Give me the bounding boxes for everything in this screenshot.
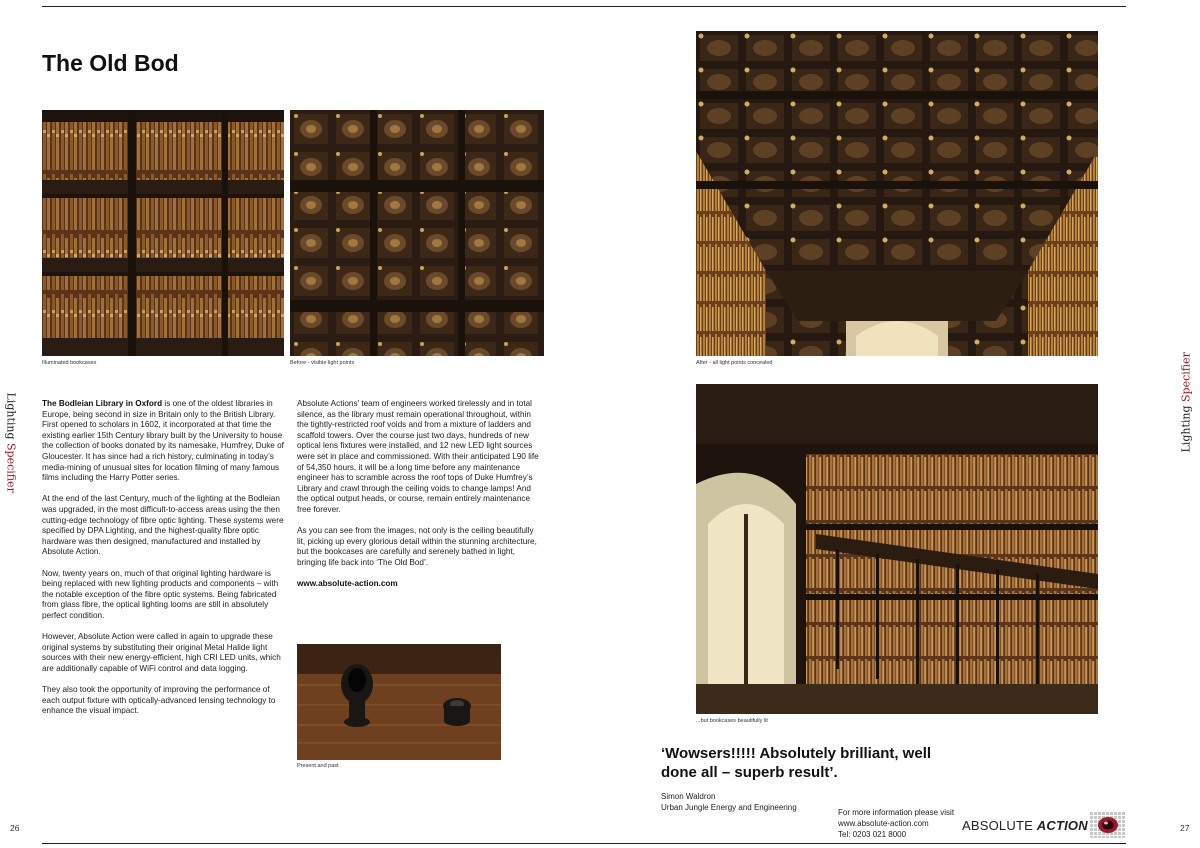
- paragraph-5: They also took the opportunity of improving the performance of each output fixture with optically-advanced lensing technology to enhance the visual impact.: [42, 685, 276, 716]
- intro-paragraph: [42, 399, 287, 484]
- intro-rest: is one of the oldest libraries in Europe, being second in size in Britain only to the British Library. First opened to scholars in 1602, it incorporated at that time the existing earlier 15th Century library built by the University to house the collection of books donated by its namesake, Humfrey, Duke of Gloucester. It has since had a rich history, culminating in today’s media-mining of unusual sites for location filming of many famous films including the Harry Potter series.: [42, 399, 284, 483]
- logo-word1: ABSOLUTE: [962, 818, 1037, 833]
- logo-word2: ACTION: [1036, 818, 1088, 833]
- margin-label-word2: Specifier: [1179, 352, 1193, 402]
- ceiling-before-caption: Before - visible light points: [290, 360, 355, 366]
- contact-line1: For more information please visit: [838, 808, 955, 817]
- page-number-right: 27: [1180, 823, 1190, 833]
- website-link[interactable]: www.absolute-action.com: [297, 579, 398, 589]
- column-left: [42, 399, 287, 727]
- testimonial-attribution: [661, 792, 797, 813]
- top-rule: [42, 6, 1126, 7]
- column-middle: [297, 399, 542, 600]
- paragraph-mid-2: As you can see from the images, not only is the ceiling beautifully lit, picking up every glorious detail within the stunning architecture, but the bookcases are carefully and serenely bathed in light, bringing life back into ‘The Old Bod’.: [297, 526, 537, 567]
- testimonial-quote: ‘Wowsers!!!!! Absolutely brilliant, well done all – superb result’.: [661, 745, 932, 781]
- quote-name: Simon Waldron: [661, 792, 716, 801]
- page-title: The Old Bod: [42, 50, 179, 76]
- margin-label-left: [4, 392, 18, 493]
- fittings-caption: Present and past: [297, 763, 339, 769]
- ceiling-before-photo: [290, 110, 544, 356]
- margin-label-word1: Lighting: [4, 392, 18, 444]
- paragraph-mid-1: Absolute Actions’ team of engineers worked tirelessly and in total silence, as the library must remain operational throughout, within the tightly-restricted roof voids and from a mixture of ladders and scaffold towers. Over the course just two days, hundreds of new optical lens fixtures were installed, and 12 new LED light sources were set in place and commissioned. With their anticipated L90 life of 54,350 hours, it will be a long time before any maintenance engineer has to scramble across the roof tops of Duke Humfrey’s Library and crawl through the ceiling voids to change lamps! And the optical output heads, or course, remain entirely maintenance free forever.: [297, 399, 539, 514]
- bookcases-caption: Illuminated bookcases: [42, 360, 97, 366]
- ceiling-after-photo: [696, 31, 1098, 356]
- fittings-photo: [297, 644, 501, 760]
- intro-bold: The Bodleian Library in Oxford: [42, 399, 163, 408]
- bookcases-photo: [42, 110, 284, 356]
- margin-label-right: [1179, 352, 1193, 453]
- paragraph-4: However, Absolute Action were called in again to upgrade these original systems by substituting their original Metal Halide light sources with their new energy-efficient, high CRI LED units, which are additionally capable of WiFi control and data logging.: [42, 632, 281, 673]
- contact-tel: Tel: 0203 021 8000: [838, 830, 907, 839]
- logo-mark-icon: [1090, 812, 1126, 838]
- paragraph-3: Now, twenty years on, much of that original lighting hardware is being replaced with new lighting products and components – with the notable exception of the fibre optic systems. Being fabricated from glass fibre, the optical lighting looms are still in absolutely perfect condition.: [42, 568, 279, 620]
- margin-label-word2: Specifier: [4, 443, 18, 493]
- margin-label-word1: Lighting: [1179, 401, 1193, 453]
- contact-url[interactable]: www.absolute-action.com: [838, 819, 929, 828]
- gallery-photo: [696, 384, 1098, 714]
- contact-info: [838, 807, 954, 840]
- ceiling-after-caption: After - all light points concealed: [696, 360, 773, 366]
- paragraph-2: At the end of the last Century, much of the lighting at the Bodleian was upgraded, in the most difficult-to-access areas using the then cutting-edge technology of fibre optic lighting. These systems were specified by DPA Lighting, and the highest-quality fibre optic hardware was then designed, manufactured and installed by Absolute Action.: [42, 494, 284, 557]
- bottom-rule: [42, 843, 1126, 844]
- page-number-left: 26: [10, 823, 20, 833]
- brand-logo: [962, 818, 1088, 833]
- quote-company: Urban Jungle Energy and Engineering: [661, 802, 797, 812]
- gallery-caption: ...but bookcases beautifully lit: [696, 718, 768, 724]
